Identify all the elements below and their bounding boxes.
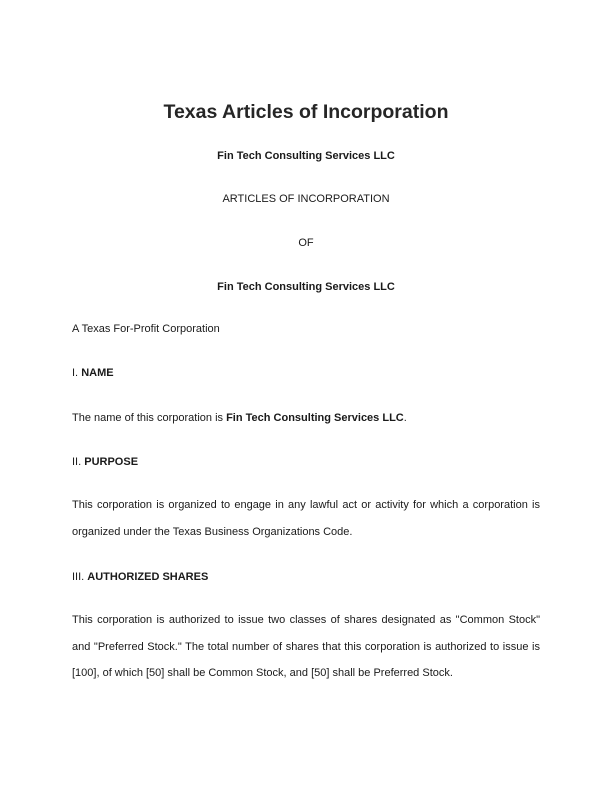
section-name-body bbox=[72, 411, 540, 425]
section-name-heading bbox=[72, 366, 540, 380]
section-purpose-heading bbox=[72, 455, 540, 469]
section-number: II. bbox=[72, 456, 82, 468]
section-number: I. bbox=[72, 367, 79, 379]
name-text-after: . bbox=[403, 412, 407, 424]
section-heading: NAME bbox=[81, 367, 114, 379]
company-name-top: Fin Tech Consulting Services LLC bbox=[217, 150, 395, 162]
of-label: OF bbox=[298, 237, 314, 249]
document-title: Texas Articles of Incorporation bbox=[163, 101, 449, 123]
section-number: III. bbox=[72, 571, 85, 583]
section-heading: AUTHORIZED SHARES bbox=[87, 571, 209, 583]
section-purpose-body: This corporation is organized to engage in any lawful act or activity for which a corporation is organized under the Texas Business Organizations Code. bbox=[72, 499, 540, 538]
section-shares-heading bbox=[72, 570, 540, 584]
section-shares-body: This corporation is authorized to issue two classes of shares designated as "Common Stock" and "Preferred Stock." The total number of shares that this corporation is authorized to issue is [100], of which [50] shall be Common Stock, and [50] shall be Preferred Stock. bbox=[72, 614, 540, 679]
section-heading: PURPOSE bbox=[84, 456, 139, 468]
name-company: Fin Tech Consulting Services LLC bbox=[226, 412, 404, 424]
name-text-before: The name of this corporation is bbox=[72, 412, 227, 424]
corporation-type: A Texas For-Profit Corporation bbox=[72, 323, 220, 335]
company-name-second: Fin Tech Consulting Services LLC bbox=[217, 281, 395, 293]
articles-label: ARTICLES OF INCORPORATION bbox=[222, 193, 390, 205]
